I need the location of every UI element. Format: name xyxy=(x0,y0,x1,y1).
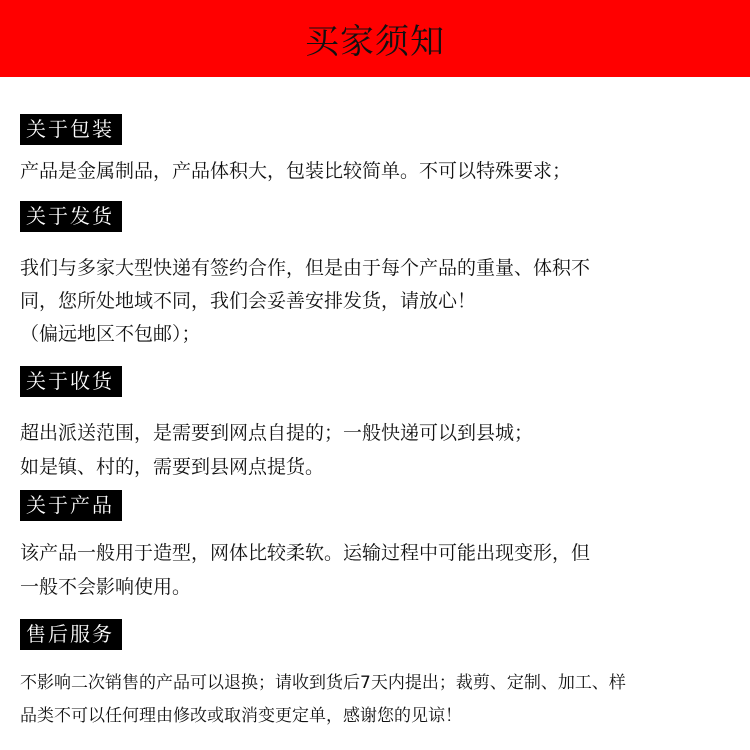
section-heading-shipping: 关于发货 xyxy=(20,201,122,232)
text-line: 同，您所处地域不同，我们会妥善安排发货，请放心！ xyxy=(20,290,477,312)
text-line: 我们与多家大型快递有签约合作，但是由于每个产品的重量、体积不 xyxy=(20,257,591,279)
section-heading-product: 关于产品 xyxy=(20,490,122,521)
section-heading-receiving: 关于收货 xyxy=(20,366,122,397)
text-line: （偏远地区不包邮）； xyxy=(20,323,201,345)
text-line: 该产品一般用于造型，网体比较柔软。运输过程中可能出现变形，但 xyxy=(20,542,591,564)
page-title: 买家须知 xyxy=(305,22,445,62)
section-heading-packaging: 关于包装 xyxy=(20,114,122,145)
text-line: 不影响二次销售的产品可以退换；请收到货后7天内提出；裁剪、定制、加工、样 xyxy=(20,673,626,693)
text-line: 超出派送范围，是需要到网点自提的；一般快递可以到县城； xyxy=(20,422,534,444)
text-line: 如是镇、村的，需要到县网点提货。 xyxy=(20,456,325,478)
text-line: 品类不可以任何理由修改或取消变更定单，感谢您的见谅！ xyxy=(20,706,462,726)
section-heading-after-sales: 售后服务 xyxy=(20,619,122,650)
header-banner xyxy=(0,0,750,77)
text-line: 产品是金属制品，产品体积大，包装比较简单。不可以特殊要求； xyxy=(20,160,572,182)
text-line: 一般不会影响使用。 xyxy=(20,576,192,598)
